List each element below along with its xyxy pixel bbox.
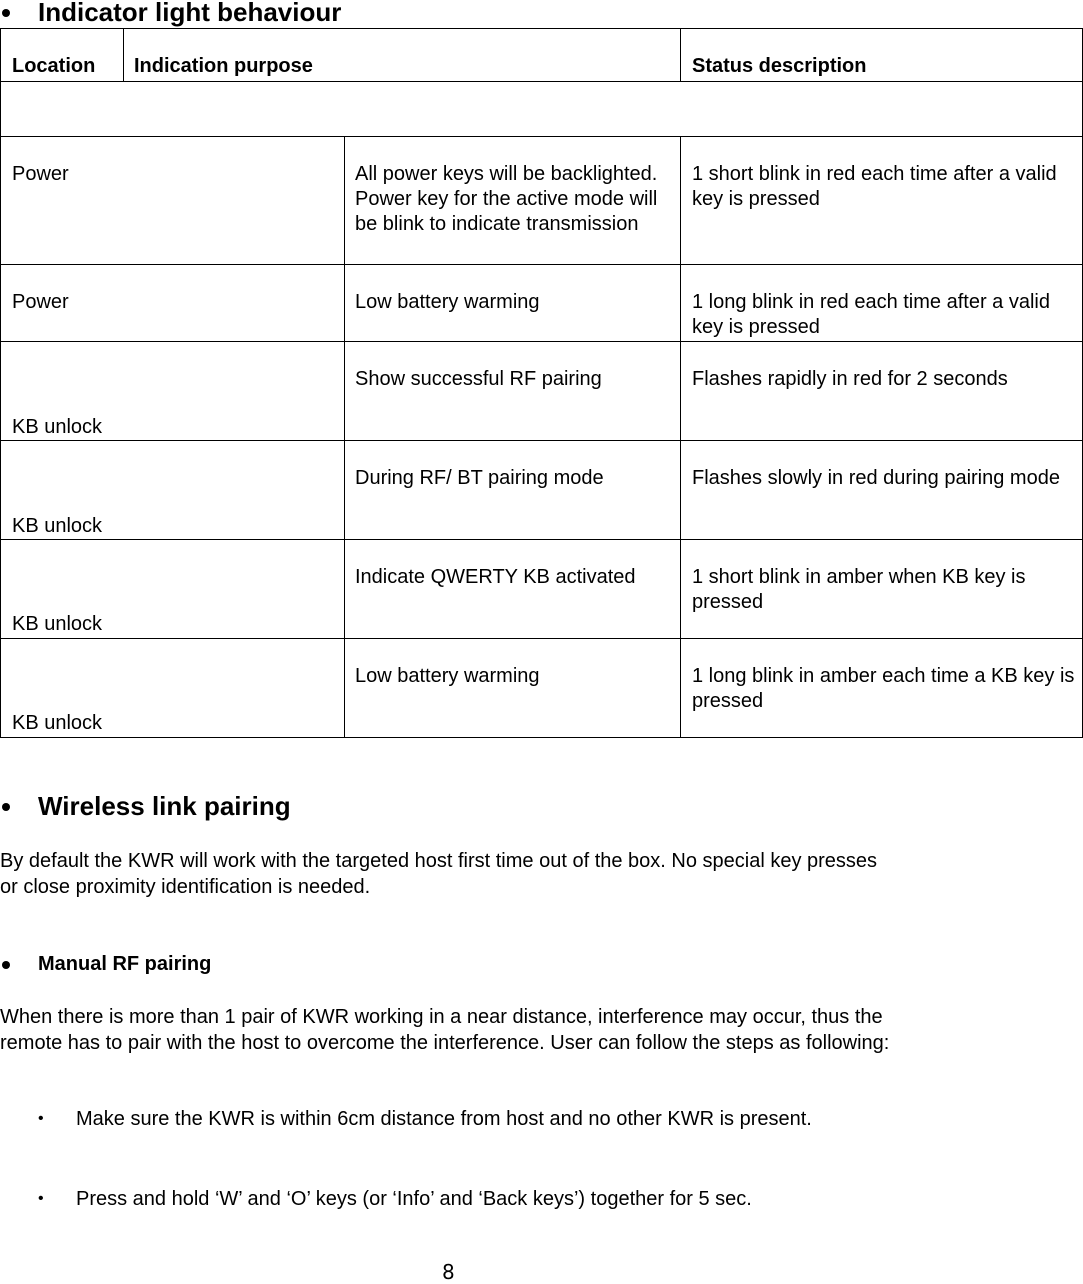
section-heading-indicator: Indicator light behaviour: [38, 0, 342, 27]
section-heading-manual-rf: Manual RF pairing: [38, 953, 212, 975]
list-item: Make sure the KWR is within 6cm distance from host and no other KWR is present.: [76, 1108, 812, 1130]
table-cell-purpose: Low battery warming: [355, 665, 540, 687]
table-cell-purpose: During RF/ BT pairing mode: [355, 467, 604, 489]
table-cell-purpose: Show successful RF pairing: [355, 368, 602, 390]
section-heading-wireless: Wireless link pairing: [38, 791, 291, 821]
table-cell-location: Power: [12, 291, 69, 313]
table-cell-purpose: Indicate QWERTY KB activated: [355, 566, 636, 588]
list-item: Press and hold ‘W’ and ‘O’ keys (or ‘Info’ and ‘Back keys’) together for 5 sec.: [76, 1188, 752, 1210]
list-bullet-icon: •: [38, 1190, 44, 1207]
table-cell-location: KB unlock: [12, 515, 103, 537]
bullet-icon: [2, 961, 10, 969]
table-cell-status: 1 short blink in amber when KB key is pressed: [692, 566, 1026, 613]
table-cell-location: KB unlock: [12, 712, 103, 734]
table-cell-location: KB unlock: [12, 416, 103, 438]
table-cell-location: Power: [12, 163, 69, 185]
table-cell-location: KB unlock: [12, 613, 103, 635]
table-cell-status: 1 short blink in red each time after a valid key is pressed: [692, 163, 1057, 210]
column-header-status: Status description: [692, 55, 867, 77]
table-cell-purpose: Low battery warming: [355, 291, 540, 313]
table-cell-purpose: All power keys will be backlighted. Power key for the active mode will be blink to indicate transmission: [355, 163, 658, 235]
table-cell-status: Flashes rapidly in red for 2 seconds: [692, 368, 1008, 390]
table-cell-status: Flashes slowly in red during pairing mode: [692, 467, 1060, 489]
paragraph-manual-intro: When there is more than 1 pair of KWR working in a near distance, interference may occur, thus the remote has to pair with the host to overcome the interference. User can follow the steps as following:: [0, 1006, 890, 1054]
column-header-purpose: Indication purpose: [134, 55, 313, 77]
page-number: 8: [442, 1260, 455, 1284]
table-cell-status: 1 long blink in red each time after a valid key is pressed: [692, 291, 1050, 338]
bullet-icon: [2, 9, 10, 17]
bullet-icon: [2, 803, 10, 811]
paragraph-wireless-intro: By default the KWR will work with the targeted host first time out of the box. No special key presses or close proximity identification is needed.: [0, 850, 878, 898]
column-header-location: Location: [12, 55, 96, 77]
table-cell-status: 1 long blink in amber each time a KB key is pressed: [692, 665, 1075, 712]
list-bullet-icon: •: [38, 1110, 44, 1127]
